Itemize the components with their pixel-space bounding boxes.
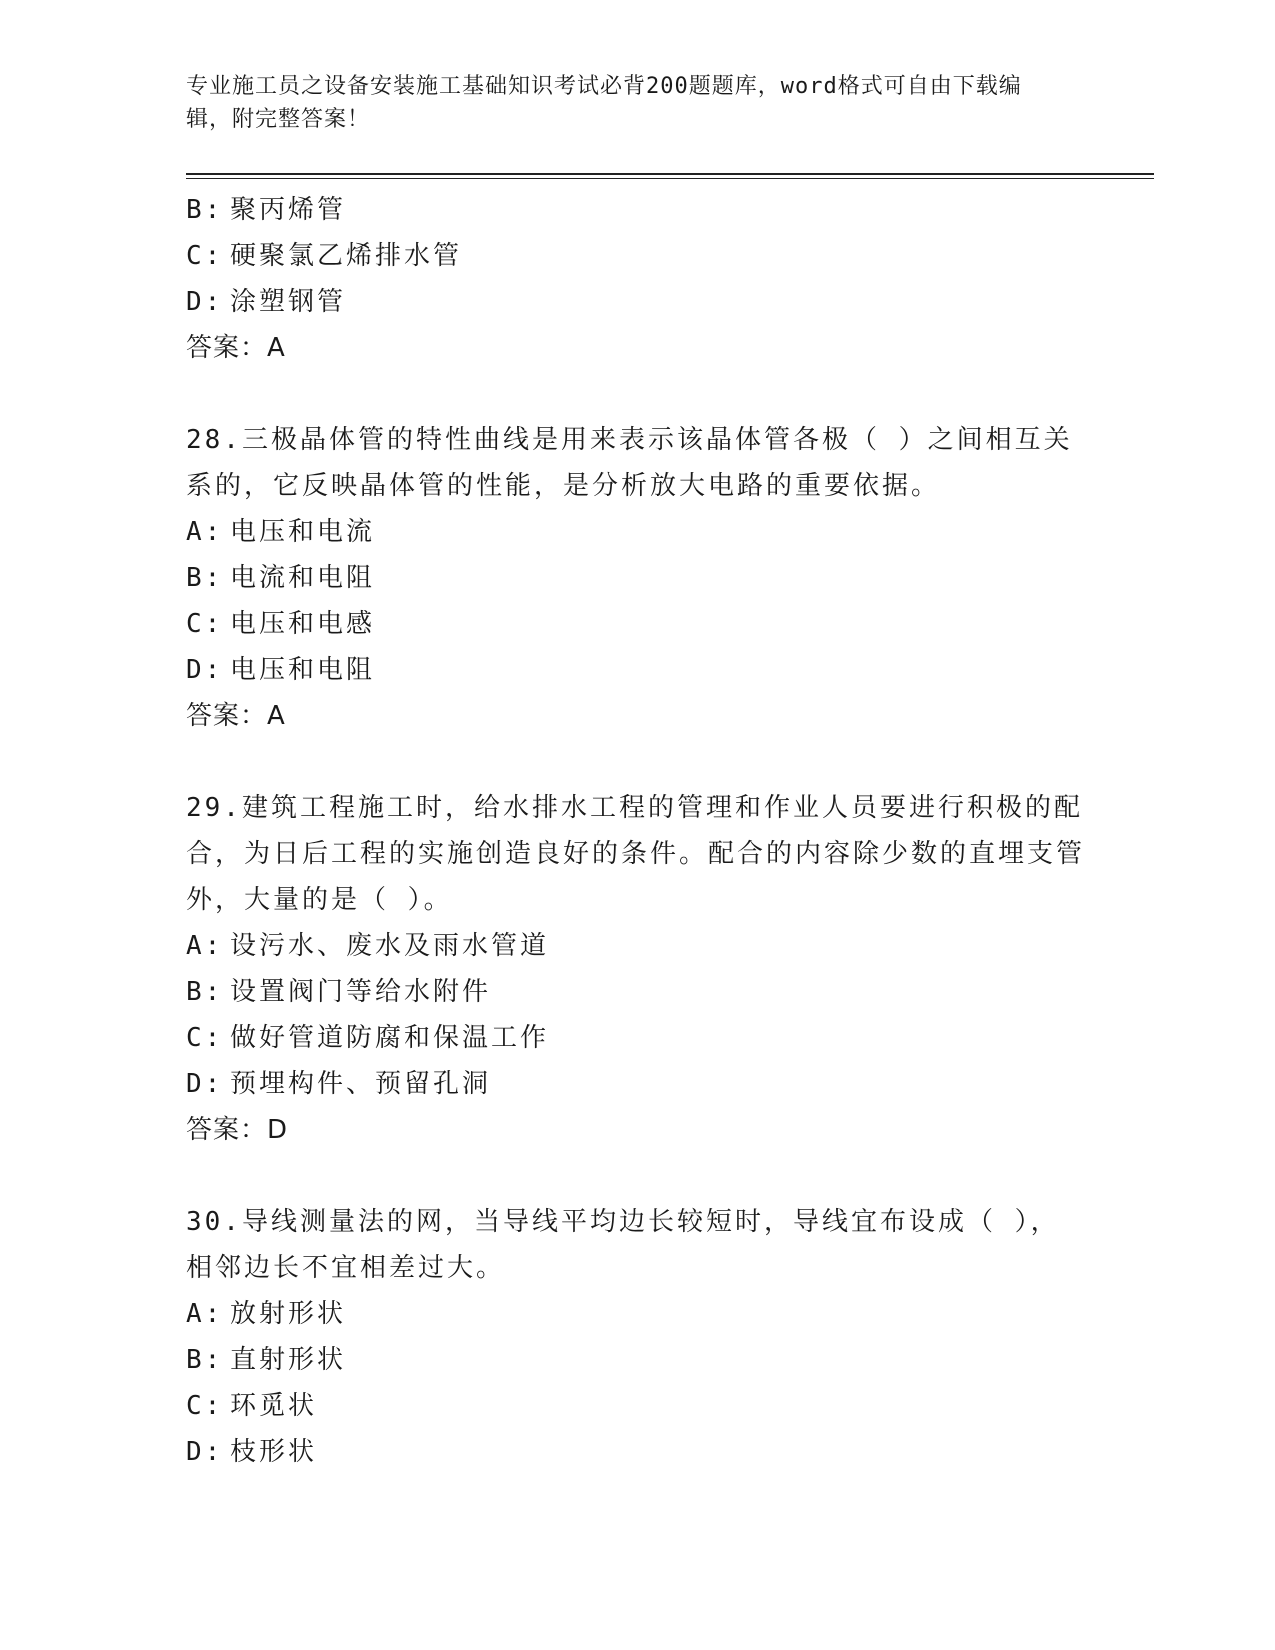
spacer [186,1153,1146,1199]
document-header-title: 专业施工员之设备安装施工基础知识考试必背200题题库，word格式可自由下载编辑，附完整答案！ [186,74,1022,132]
option-letter: B: [186,195,224,225]
option-a [186,509,1146,555]
option-c [186,233,1146,279]
option-text: 设污水、废水及雨水管道 [230,931,550,961]
option-text: 设置阀门等给水附件 [230,977,492,1007]
answer-line: 答案：D [186,1115,289,1145]
option-b [186,969,1146,1015]
option-text: 预埋构件、预留孔洞 [230,1069,492,1099]
option-c [186,601,1146,647]
option-d [186,1429,1146,1475]
question-content [186,187,1146,1475]
spacer [186,739,1146,785]
document-page [186,70,1146,1475]
option-letter: D: [186,655,224,685]
option-b [186,187,1146,233]
option-text: 电流和电阻 [230,563,376,593]
option-d [186,647,1146,693]
option-text: 枝形状 [230,1437,318,1467]
option-text: 电压和电阻 [230,655,376,685]
option-letter: C: [186,1391,224,1421]
question-28-stem: 28.三极晶体管的特性曲线是用来表示该晶体管各极（ ）之间相互关系的，它反映晶体管的性能，是分析放大电路的重要依据。 [186,425,1073,501]
option-text: 环觅状 [230,1391,318,1421]
header-divider [186,173,1154,179]
option-text: 做好管道防腐和保温工作 [230,1023,550,1053]
option-letter: C: [186,241,224,271]
option-letter: C: [186,609,224,639]
option-letter: A: [186,1299,224,1329]
option-letter: A: [186,931,224,961]
option-b [186,1337,1146,1383]
spacer [186,371,1146,417]
option-c [186,1015,1146,1061]
answer-line: 答案：A [186,333,286,363]
option-a [186,923,1146,969]
option-text: 涂塑钢管 [230,287,347,317]
option-d [186,279,1146,325]
option-letter: D: [186,1437,224,1467]
option-letter: B: [186,977,224,1007]
option-c [186,1383,1146,1429]
option-text: 放射形状 [230,1299,347,1329]
option-d [186,1061,1146,1107]
option-text: 直射形状 [230,1345,347,1375]
option-text: 电压和电流 [230,517,376,547]
option-letter: B: [186,563,224,593]
question-30-stem: 30.导线测量法的网，当导线平均边长较短时，导线宜布设成（ ），相邻边长不宜相差过大。 [186,1207,1060,1283]
option-letter: D: [186,1069,224,1099]
option-text: 硬聚氯乙烯排水管 [230,241,463,271]
option-b [186,555,1146,601]
question-29-stem: 29.建筑工程施工时，给水排水工程的管理和作业人员要进行积极的配合，为日后工程的实施创造良好的条件。配合的内容除少数的直埋支管外，大量的是（ ）。 [186,793,1086,915]
option-text: 聚丙烯管 [230,195,347,225]
option-letter: A: [186,517,224,547]
option-letter: C: [186,1023,224,1053]
option-text: 电压和电感 [230,609,376,639]
option-a [186,1291,1146,1337]
answer-line: 答案：A [186,701,286,731]
option-letter: D: [186,287,224,317]
option-letter: B: [186,1345,224,1375]
